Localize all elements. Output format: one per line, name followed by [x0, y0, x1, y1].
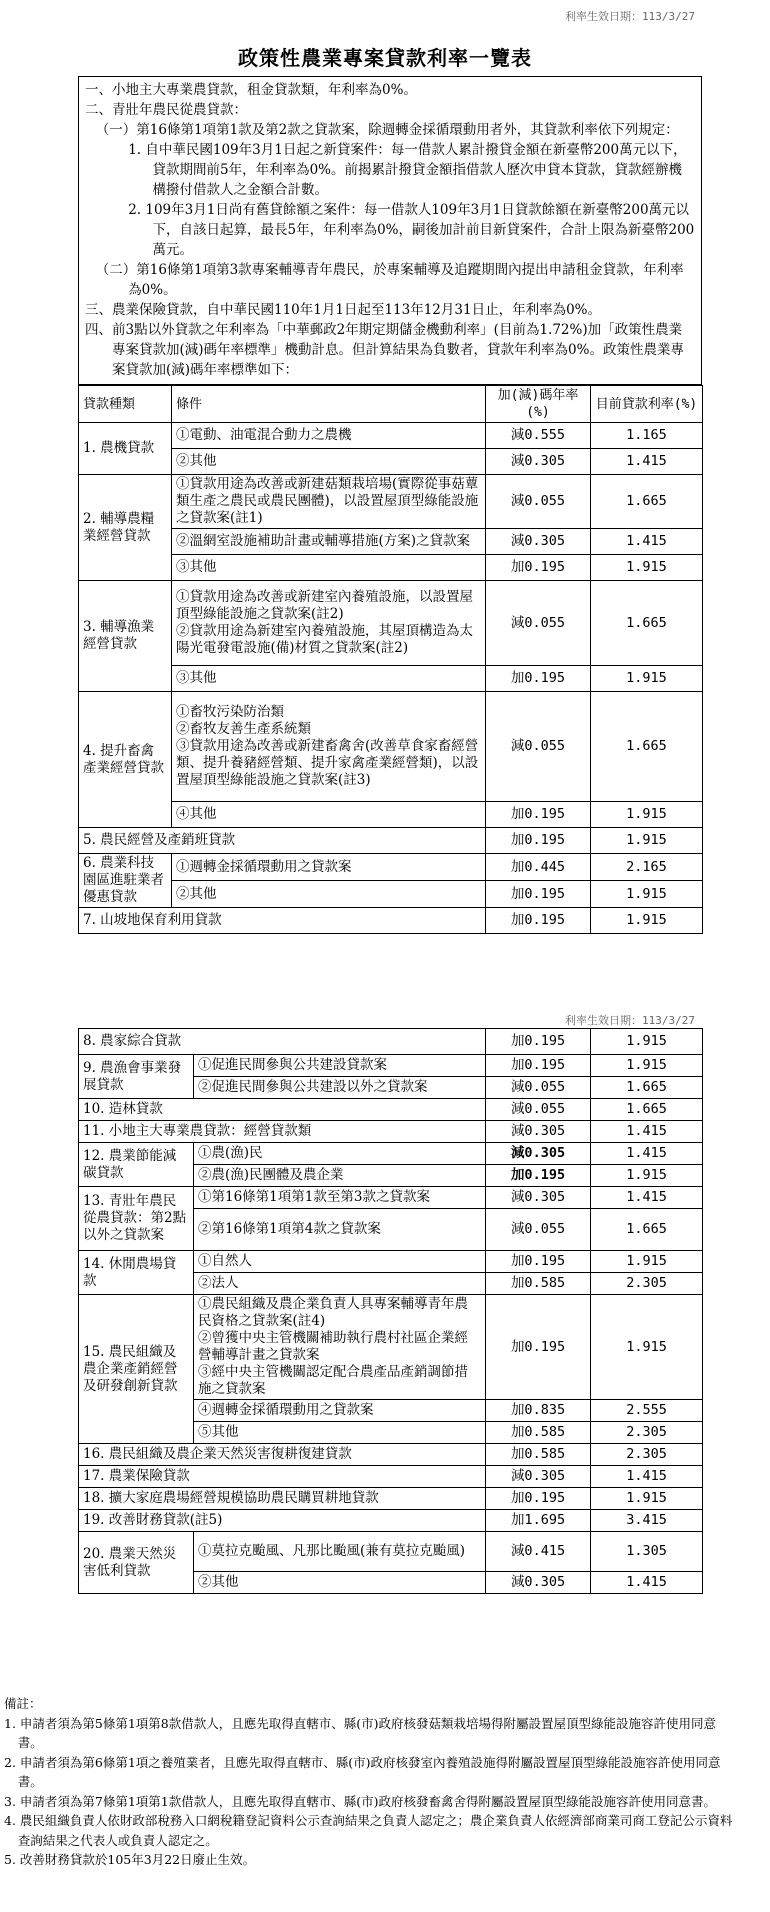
adjustment-value: 加0.585 — [510, 1275, 566, 1291]
rate-cell: 1.415 — [591, 529, 703, 555]
adjustment-value: 減0.055 — [510, 614, 566, 631]
table-header-row — [79, 386, 703, 423]
loan-type-cell: 8. 農家綜合貸款 — [79, 1029, 486, 1055]
loan-type-cell: 2. 輔導農糧業經營貸款 — [79, 475, 172, 581]
table-row — [79, 1143, 703, 1165]
adjustment-value: 加0.195 — [510, 912, 566, 928]
condition-cell: ③其他 — [172, 555, 486, 581]
condition-cell: ④其他 — [172, 802, 486, 828]
adjustment-value: 減0.305 — [510, 453, 566, 469]
adjustment-value: 減0.055 — [510, 1221, 566, 1237]
condition-cell: ②溫網室設施補助計畫或輔導措施(方案)之貸款案 — [172, 529, 486, 555]
condition-cell: ①農(漁)民 — [194, 1143, 486, 1165]
header-rate: 目前貸款利率(%) — [591, 386, 703, 423]
loan-type-cell: 11. 小地主大專業農貸款：經營貸款類 — [79, 1121, 486, 1143]
loan-type-cell: 9. 農漁會事業發展貸款 — [79, 1055, 194, 1099]
adjustment-cell — [486, 1251, 591, 1273]
adjustment-value: 減0.305 — [510, 1574, 566, 1590]
condition-cell: ①週轉金採循環動用之貸款案 — [172, 854, 486, 881]
table-row — [79, 1251, 703, 1273]
rate-cell: 3.415 — [591, 1510, 703, 1532]
table-row — [79, 1121, 703, 1143]
table-row — [79, 475, 703, 529]
adjustment-cell — [486, 581, 591, 666]
rate-cell: 1.915 — [591, 666, 703, 692]
adjustment-cell — [486, 555, 591, 581]
adjustment-cell — [486, 828, 591, 854]
loan-type-cell: 10. 造林貸款 — [79, 1099, 486, 1121]
rate-cell: 1.665 — [591, 1077, 703, 1099]
rate-cell: 1.915 — [591, 1488, 703, 1510]
adjustment-cell — [486, 1466, 591, 1488]
rate-cell: 1.415 — [591, 449, 703, 475]
rate-cell: 1.915 — [591, 555, 703, 581]
condition-cell: ①第16條第1項第1款至第3款之貸款案 — [194, 1187, 486, 1209]
adjustment-cell — [486, 1143, 591, 1165]
adjustment-cell — [486, 692, 591, 802]
rate-cell: 2.555 — [591, 1400, 703, 1422]
adjustment-cell — [486, 802, 591, 828]
condition-cell: ②其他 — [194, 1572, 486, 1594]
adjustment-value: 加0.835 — [510, 1402, 566, 1418]
adjustment-cell — [486, 1187, 591, 1209]
condition-cell: ④週轉金採循環動用之貸款案 — [194, 1400, 486, 1422]
adjustment-cell — [486, 1295, 591, 1400]
adjustment-cell — [486, 908, 591, 934]
adjustment-value: 加1.695 — [510, 1512, 566, 1528]
intro-paragraph: 二、青壯年農民從農貸款： — [85, 102, 247, 118]
adjustment-cell — [486, 423, 591, 449]
adjustment-value: 加0.195 — [510, 1057, 566, 1073]
adjustment-value: 減0.305 — [510, 1145, 566, 1161]
table-row — [79, 802, 703, 828]
adjustment-value: 加0.195 — [510, 806, 566, 822]
adjustment-cell — [486, 1099, 591, 1121]
adjustment-value: 減0.305 — [510, 1189, 566, 1205]
loan-type-cell: 20. 農業天然災害低利貸款 — [79, 1532, 194, 1594]
adjustment-value: 加0.195 — [510, 1033, 566, 1049]
rate-cell: 1.665 — [591, 475, 703, 529]
loan-type-cell: 17. 農業保險貸款 — [79, 1466, 486, 1488]
adjustment-cell — [486, 1572, 591, 1594]
adjustment-cell — [486, 666, 591, 692]
table-row — [79, 1055, 703, 1077]
loan-type-cell: 6. 農業科技園區進駐業者優惠貸款 — [79, 854, 172, 908]
note-item: 3. 申請者須為第7條第1項第1款借款人，且應先取得直轄市、縣(市)政府核發畜禽舍得附屬設置屋頂型綠能設施容許使用同意書。 — [4, 1793, 717, 1809]
page-title: 政策性農業專案貸款利率一覽表 — [238, 46, 532, 70]
adjustment-value: 加0.195 — [510, 1338, 566, 1355]
table-row — [79, 692, 703, 802]
adjustment-cell — [486, 854, 591, 881]
loan-type-cell: 7. 山坡地保育利用貸款 — [79, 908, 486, 934]
intro-paragraph: （二）第16條第1項第3款專案輔導青年農民，於專案輔導及追蹤期間內提出申請租金貸款，年利率為0%。 — [95, 262, 684, 298]
note-item: 2. 申請者須為第6條第1項之養殖業者，且應先取得直轄市、縣(市)政府核發室內養殖設施得附屬設置屋頂型綠能設施容許使用同意書。 — [4, 1754, 721, 1789]
table-row — [79, 581, 703, 666]
adjustment-value: 加0.195 — [510, 1490, 566, 1506]
adjustment-cell — [486, 1510, 591, 1532]
adjustment-cell — [486, 475, 591, 529]
effective-date-stamp: 利率生效日期：113/3/27 — [565, 10, 695, 23]
rate-cell: 1.915 — [591, 1295, 703, 1400]
adjustment-value: 減0.305 — [510, 533, 566, 549]
intro-paragraph: （一）第16條第1項第1款及第2款之貸款案，除週轉金採循環動用者外，其貸款利率依下列規定： — [95, 122, 679, 138]
loan-type-cell: 1. 農機貸款 — [79, 423, 172, 475]
loan-type-cell: 13. 青壯年農民從農貸款：第2點以外之貸款案 — [79, 1187, 194, 1251]
adjustment-cell — [486, 881, 591, 908]
condition-cell: ②其他 — [172, 449, 486, 475]
table-row — [79, 1488, 703, 1510]
adjustment-cell — [486, 1209, 591, 1251]
condition-cell: ③其他 — [172, 666, 486, 692]
adjustment-cell — [486, 1055, 591, 1077]
adjustment-cell — [486, 1077, 591, 1099]
adjustment-value: 減0.305 — [510, 1468, 566, 1484]
loan-type-cell: 5. 農民經營及產銷班貸款 — [79, 828, 486, 854]
adjustment-value: 加0.195 — [510, 885, 566, 902]
loan-type-cell: 16. 農民組織及農企業天然災害復耕復建貸款 — [79, 1444, 486, 1466]
adjustment-cell — [486, 1400, 591, 1422]
header-condition: 條件 — [172, 386, 486, 423]
rate-cell: 2.165 — [591, 854, 703, 881]
table-row — [79, 1466, 703, 1488]
rate-cell: 1.415 — [591, 1187, 703, 1209]
table-row — [79, 881, 703, 908]
note-item: 1. 申請者須為第5條第1項第8款借款人，且應先取得直轄市、縣(市)政府核發菇類栽培場得附屬設置屋頂型綠能設施容許使用同意書。 — [4, 1715, 717, 1750]
rate-cell: 1.915 — [591, 802, 703, 828]
loan-type-cell: 12. 農業節能減碳貸款 — [79, 1143, 194, 1187]
condition-cell: ①自然人 — [194, 1251, 486, 1273]
rate-cell: 1.915 — [591, 908, 703, 934]
table-row — [79, 423, 703, 449]
adjustment-value: 加0.195 — [510, 832, 566, 848]
condition-cell: ①貸款用途為改善或新建室內養殖設施，以設置屋頂型綠能設施之貸款案(註2) ②貸款用途為新建室內養殖設施，其屋頂構造為太陽光電發電設施(備)材質之貸款案(註2) — [172, 581, 486, 666]
header-adj: 加(減)碼年率(%) — [486, 386, 591, 423]
table-row — [79, 1532, 703, 1572]
adjustment-value: 減0.055 — [510, 493, 566, 509]
loan-type-cell: 14. 休閒農場貸款 — [79, 1251, 194, 1295]
adjustment-value: 加0.195 — [510, 559, 566, 575]
loan-type-cell: 19. 改善財務貸款(註5) — [79, 1510, 486, 1532]
table-row — [79, 1510, 703, 1532]
condition-cell: ②其他 — [172, 881, 486, 908]
adjustment-cell — [486, 1422, 591, 1444]
table-row — [79, 529, 703, 555]
condition-cell: ①畜牧污染防治類 ②畜牧友善生產系統類 ③貸款用途為改善或新建畜禽舍(改善草食家畜經營類、提升養豬經營類、提升家禽產業經營類)，以設置屋頂型綠能設施之貸款案(註3) — [172, 692, 486, 802]
table-row — [79, 666, 703, 692]
adjustment-cell — [486, 1488, 591, 1510]
loan-type-cell: 18. 擴大家庭農場經營規模協助農民購買耕地貸款 — [79, 1488, 486, 1510]
intro-paragraph: 2. 109年3月1日尚有舊貸餘額之案件：每一借款人109年3月1日貸款餘額在新臺幣200萬元以下，自該日起算，最長5年，年利率為0%，嗣後加計前目新貸案件，合計上限為新臺幣200萬元。 — [128, 202, 695, 258]
table-row — [79, 1029, 703, 1055]
condition-cell: ②法人 — [194, 1273, 486, 1295]
adjustment-value: 減0.055 — [510, 1079, 566, 1095]
adjustment-value: 加0.585 — [510, 1446, 566, 1462]
rate-cell: 1.915 — [591, 1055, 703, 1077]
intro-box — [78, 76, 702, 385]
rate-cell: 1.415 — [591, 1143, 703, 1165]
adjustment-cell — [486, 1444, 591, 1466]
rate-cell: 1.915 — [591, 828, 703, 854]
table-row — [79, 1295, 703, 1400]
rate-cell: 2.305 — [591, 1422, 703, 1444]
adjustment-cell — [486, 1532, 591, 1572]
intro-paragraph: 1. 自中華民國109年3月1日起之新貸案件：每一借款人累計撥貸金額在新臺幣200萬元以下，貸款期間前5年，年利率為0%。前揭累計撥貸金額指借款人歷次申貸本貸款，貸款經辦機構撥付借款人之金額合計數。 — [128, 142, 687, 198]
table-row — [79, 908, 703, 934]
rate-cell: 1.165 — [591, 423, 703, 449]
condition-cell: ②第16條第1項第4款之貸款案 — [194, 1209, 486, 1251]
rate-cell: 2.305 — [591, 1273, 703, 1295]
rate-cell: 1.665 — [591, 1099, 703, 1121]
adjustment-cell — [486, 1029, 591, 1055]
note-item: 5. 改善財務貸款於105年3月22日廢止生效。 — [4, 1852, 256, 1867]
rate-cell: 1.415 — [591, 1572, 703, 1594]
loan-type-cell: 15. 農民組織及農企業產銷經營及研發創新貸款 — [79, 1295, 194, 1444]
intro-paragraph: 三、農業保險貸款，自中華民國110年1月1日起至113年12月31日止，年利率為0%。 — [85, 302, 601, 318]
intro-paragraph: 一、小地主大專業農貸款，租金貸款類，年利率為0%。 — [85, 82, 417, 98]
condition-cell: ①莫拉克颱風、凡那比颱風(兼有莫拉克颱風) — [194, 1532, 486, 1572]
adjustment-cell — [486, 449, 591, 475]
loan-type-cell: 3. 輔導漁業經營貸款 — [79, 581, 172, 692]
rate-cell: 2.305 — [591, 1444, 703, 1466]
rate-cell: 1.665 — [591, 581, 703, 666]
rate-cell: 1.915 — [591, 881, 703, 908]
header-type: 貸款種類 — [79, 386, 172, 423]
table-row — [79, 1187, 703, 1209]
condition-cell: ②農(漁)民團體及農企業 — [194, 1165, 486, 1187]
rate-cell: 1.415 — [591, 1466, 703, 1488]
notes-title: 備註： — [4, 1696, 42, 1711]
adjustment-value: 加0.585 — [510, 1424, 566, 1440]
effective-date-stamp-2: 利率生效日期：113/3/27 — [565, 1014, 695, 1027]
condition-cell: ①電動、油電混合動力之農機 — [172, 423, 486, 449]
rate-cell: 1.915 — [591, 1029, 703, 1055]
rate-table-2 — [78, 1028, 703, 1594]
rate-table-1 — [78, 385, 703, 934]
adjustment-cell — [486, 1121, 591, 1143]
condition-cell: ①農民組織及農企業負責人具專案輔導青年農民資格之貸款案(註4) ②曾獲中央主管機關補助執行農村社區企業經營輔導計畫之貸款案 ③經中央主管機關認定配合農產品產銷調節措施之貸款案 — [194, 1295, 486, 1400]
rate-cell: 1.665 — [591, 1209, 703, 1251]
adjustment-value: 減0.555 — [510, 427, 566, 443]
condition-cell: ①貸款用途為改善或新建菇類栽培場(實際從事菇蕈類生產之農民或農民團體)，以設置屋頂型綠能設施之貸款案(註1) — [172, 475, 486, 529]
condition-cell: ①促進民間參與公共建設貸款案 — [194, 1055, 486, 1077]
loan-type-cell: 4. 提升畜禽產業經營貸款 — [79, 692, 172, 828]
rate-cell: 1.915 — [591, 1165, 703, 1187]
rate-cell: 1.415 — [591, 1121, 703, 1143]
adjustment-value: 加0.445 — [510, 858, 566, 875]
table-row — [79, 1444, 703, 1466]
adjustment-value: 減0.415 — [510, 1543, 566, 1559]
condition-cell: ⑤其他 — [194, 1422, 486, 1444]
adjustment-value: 減0.055 — [510, 1101, 566, 1117]
rate-cell: 1.665 — [591, 692, 703, 802]
condition-cell: ②促進民間參與公共建設以外之貸款案 — [194, 1077, 486, 1099]
adjustment-cell — [486, 1165, 591, 1187]
adjustment-value: 加0.195 — [510, 1167, 566, 1183]
notes-section — [4, 1694, 734, 1870]
adjustment-cell — [486, 529, 591, 555]
rate-cell: 1.915 — [591, 1251, 703, 1273]
table-row — [79, 854, 703, 881]
table-row — [79, 1099, 703, 1121]
adjustment-value: 加0.195 — [510, 670, 566, 686]
table-row — [79, 828, 703, 854]
table-row — [79, 555, 703, 581]
table-row — [79, 449, 703, 475]
adjustment-value: 減0.305 — [510, 1123, 566, 1139]
adjustment-cell — [486, 1273, 591, 1295]
intro-paragraph: 四、前3點以外貸款之年利率為「中華郵政2年期定期儲金機動利率」(目前為1.72%)加「政策性農業專案貸款加(減)碼年率標準」機動計息。但計算結果為負數者，貸款年利率為0%。政策性農業專案貸款加(減)碼年率標準如下： — [85, 322, 684, 378]
note-item: 4. 農民組織負責人依財政部稅務入口網稅籍登記資料公示查詢結果之負責人認定之；農企業負責人依經濟部商業司商工登記公示資料查詢結果之代表人或負責人認定之。 — [4, 1813, 733, 1848]
rate-cell: 1.305 — [591, 1532, 703, 1572]
adjustment-value: 加0.195 — [510, 1253, 566, 1269]
adjustment-value: 減0.055 — [510, 738, 566, 754]
